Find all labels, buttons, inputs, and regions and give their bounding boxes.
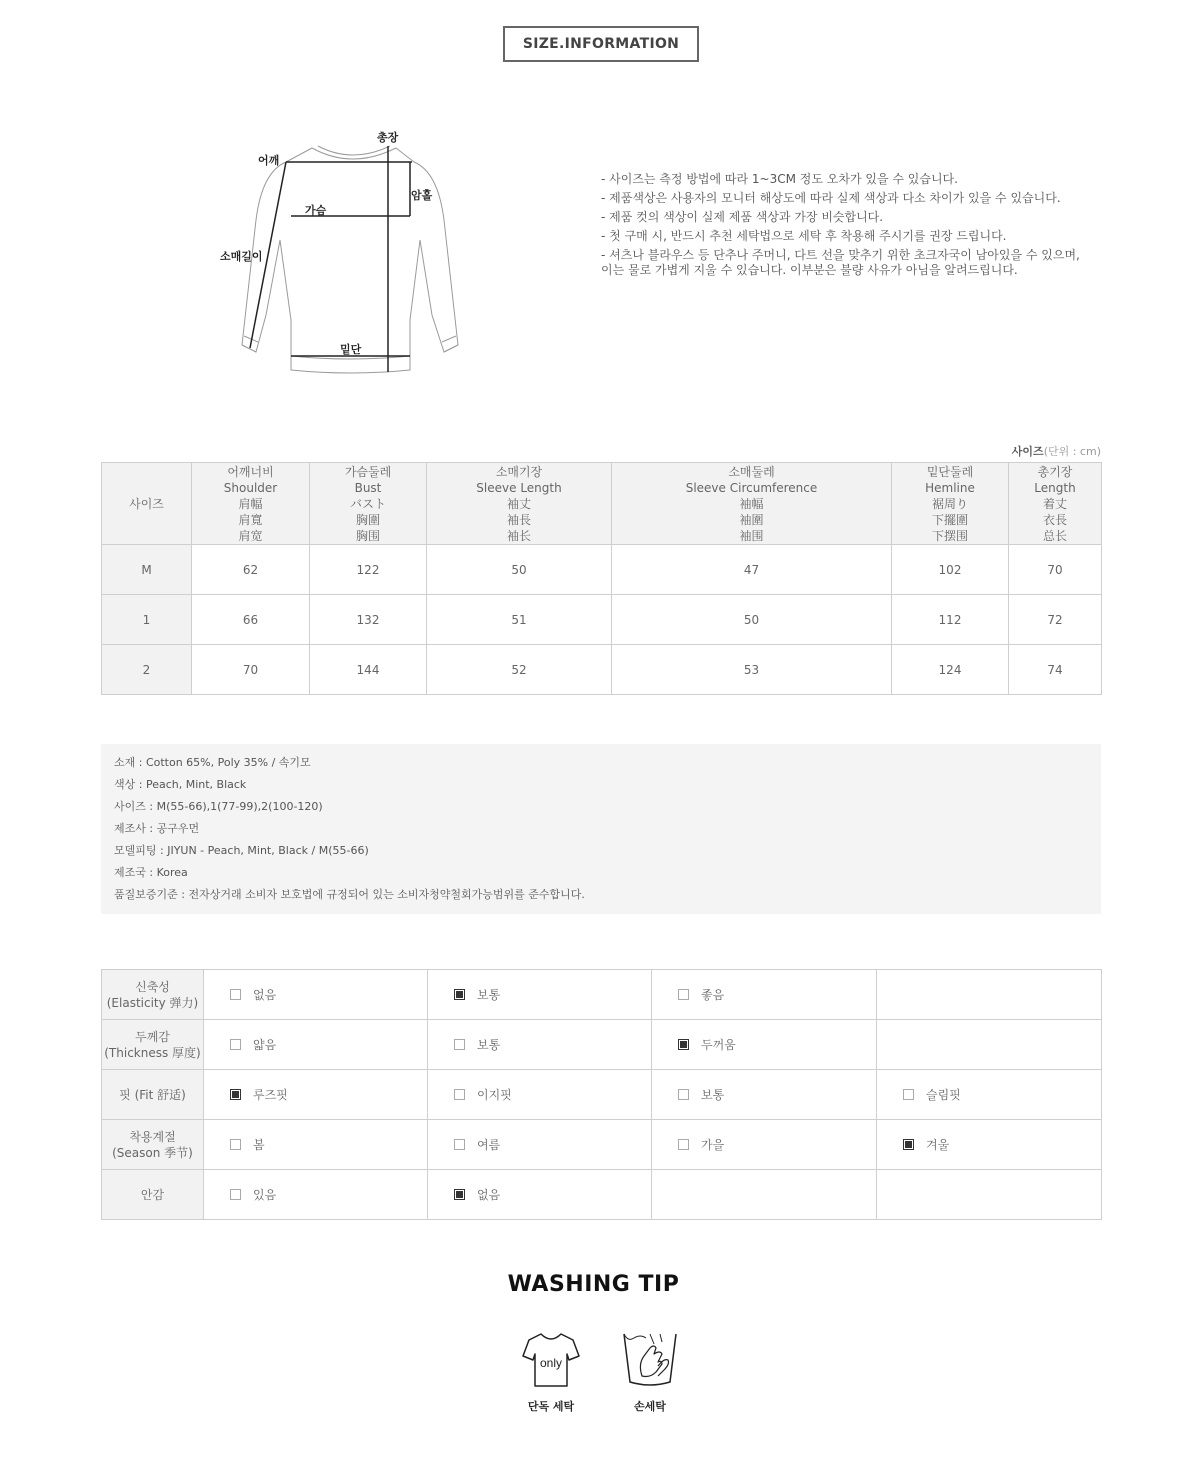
size-table-header [102,463,1102,545]
feel-option-label: 겨울 [926,1138,950,1152]
feel-option [428,1020,652,1070]
checkbox-checked-icon [454,1189,465,1200]
note-item: - 제품색상은 사용자의 모니터 해상도에 따라 실제 색상과 다소 차이가 있을 수 있습니다. [601,191,1061,205]
checkbox-empty-icon [454,1039,465,1050]
feel-option-label: 보통 [477,988,501,1002]
header-sleeve-length: 소매기장 Sleeve Length 袖丈 袖長 袖长 [427,463,612,545]
measurement-diagram [200,120,490,390]
wash-caption: 단독 세탁 [527,1400,575,1413]
shoulder-label: 어깨 [258,154,280,167]
tshirt-only-icon [521,1330,581,1390]
unit-value: (단위 : cm) [1043,445,1101,458]
checkbox-empty-icon [678,1089,689,1100]
feel-option-label: 루즈핏 [253,1088,288,1102]
cell-sleeve-length: 52 [427,645,612,695]
checkbox-empty-icon [678,1139,689,1150]
row-size: 2 [102,645,192,695]
feel-row-label: 착용계절 (Season 季节) [102,1120,204,1170]
feel-option-label: 없음 [253,988,277,1002]
sleeve-label: 소매길이 [220,250,263,263]
feel-option-label: 좋음 [701,988,725,1002]
empty-cell [652,1170,877,1220]
feel-option [652,970,877,1020]
feel-option-label: 없음 [477,1188,501,1202]
cell-sleeve-length: 50 [427,545,612,595]
feel-option-label: 얇음 [253,1038,277,1052]
tshirt-only-text: only [539,1356,563,1370]
cell-length: 72 [1009,595,1102,645]
header-sleeve-circumference: 소매둘레 Sleeve Circumference 袖幅 袖圍 袖围 [612,463,892,545]
cell-bust: 122 [310,545,427,595]
feel-option-label: 보통 [701,1088,725,1102]
feel-option-label: 보통 [477,1038,501,1052]
checkbox-checked-icon [903,1139,914,1150]
feel-option [204,1170,428,1220]
feel-option [204,1020,428,1070]
note-item: - 사이즈는 측정 방법에 따라 1~3CM 정도 오차가 있을 수 있습니다. [601,172,958,186]
feel-row-label: 두께감 (Thickness 厚度) [102,1020,204,1070]
empty-cell [877,970,1102,1020]
cell-shoulder: 62 [192,545,310,595]
cell-hemline: 102 [892,545,1009,595]
feel-option [652,1070,877,1120]
info-manufacturer: 제조사 : 공구우먼 [114,822,200,835]
cell-hemline: 124 [892,645,1009,695]
feel-option [204,970,428,1020]
checkbox-checked-icon [678,1039,689,1050]
feel-option [877,1070,1102,1120]
wash-item-single [506,1330,596,1414]
product-info [101,744,1101,914]
empty-cell [877,1170,1102,1220]
feel-row-label: 신축성 (Elasticity 弹力) [102,970,204,1020]
feel-option [652,1020,877,1070]
table-row [102,1120,1102,1170]
feel-row-label: 핏 (Fit 舒适) [102,1070,204,1120]
chest-label: 가슴 [305,204,327,217]
table-row [102,645,1102,695]
cell-shoulder: 66 [192,595,310,645]
fabric-feel-table [101,969,1102,1220]
header-shoulder: 어깨너비 Shoulder 肩幅 肩寬 肩宽 [192,463,310,545]
note-item: - 첫 구매 시, 반드시 추천 세탁법으로 세탁 후 착용해 주시기를 권장 드립니다. [601,229,1007,243]
feel-option-label: 가을 [701,1138,725,1152]
feel-option-label: 봄 [253,1138,265,1152]
row-size: 1 [102,595,192,645]
unit-label [1012,443,1101,459]
feel-option [428,1070,652,1120]
washing-tip-title: WASHING TIP [507,1272,680,1297]
cell-bust: 132 [310,595,427,645]
feel-option [652,1120,877,1170]
feel-option-label: 슬림핏 [926,1088,961,1102]
table-row [102,1020,1102,1070]
feel-option [204,1070,428,1120]
info-quality: 품질보증기준 : 전자상거래 소비자 보호법에 규정되어 있는 소비자청약철회가능범위를 준수합니다. [114,888,585,901]
feel-row-label: 안감 [102,1170,204,1220]
table-row [102,1070,1102,1120]
size-notes [601,172,1091,282]
checkbox-empty-icon [903,1089,914,1100]
cell-sleeve-circumference: 50 [612,595,892,645]
feel-option [428,970,652,1020]
armhole-label: 암홀 [411,189,433,202]
checkbox-empty-icon [230,1139,241,1150]
feel-option [428,1170,652,1220]
wash-item-hand [605,1330,695,1414]
table-row [102,1170,1102,1220]
feel-option [428,1120,652,1170]
info-material: 소재 : Cotton 65%, Poly 35% / 속기모 [114,756,311,769]
hem-label: 밑단 [340,343,362,356]
note-item: - 제품 컷의 색상이 실제 제품 색상과 가장 비슷합니다. [601,210,884,224]
hand-wash-icon [620,1330,680,1390]
info-size: 사이즈 : M(55-66),1(77-99),2(100-120) [114,800,323,813]
feel-option [204,1120,428,1170]
checkbox-empty-icon [454,1089,465,1100]
cell-shoulder: 70 [192,645,310,695]
cell-sleeve-length: 51 [427,595,612,645]
size-table [101,462,1102,695]
row-size: M [102,545,192,595]
page-title: SIZE.INFORMATION [503,26,699,62]
feel-option-label: 이지핏 [477,1088,512,1102]
note-item: - 셔츠나 블라우스 등 단추나 주머니, 다트 선을 맞추기 위한 초크자국이 남아있을 수 있으며, 이는 물로 가볍게 지울 수 있습니다. 이부분은 불량 사유가 아님을 알려드립니다. [601,248,1080,277]
checkbox-empty-icon [230,989,241,1000]
table-row [102,545,1102,595]
checkbox-empty-icon [230,1189,241,1200]
unit-size-label: 사이즈 [1011,445,1044,458]
checkbox-checked-icon [454,989,465,1000]
cell-sleeve-circumference: 53 [612,645,892,695]
cell-sleeve-circumference: 47 [612,545,892,595]
feel-option-label: 여름 [477,1138,501,1152]
feel-option-label: 있음 [253,1188,277,1202]
cell-hemline: 112 [892,595,1009,645]
table-row [102,595,1102,645]
cell-bust: 144 [310,645,427,695]
header-length: 총기장 Length 着丈 衣長 总长 [1009,463,1102,545]
info-color: 색상 : Peach, Mint, Black [114,778,247,791]
header-size: 사이즈 [102,463,192,545]
empty-cell [877,1020,1102,1070]
header-hemline: 밑단둘레 Hemline 裾周り 下擺圍 下摆围 [892,463,1009,545]
feel-option-label: 두꺼움 [701,1038,736,1052]
checkbox-empty-icon [678,989,689,1000]
info-model-fitting: 모델피팅 : JIYUN - Peach, Mint, Black / M(55-66) [114,844,369,857]
feel-option [877,1120,1102,1170]
checkbox-checked-icon [230,1089,241,1100]
cell-length: 70 [1009,545,1102,595]
wash-caption: 손세탁 [634,1400,666,1413]
info-country: 제조국 : Korea [114,866,188,879]
cell-length: 74 [1009,645,1102,695]
table-row [102,970,1102,1020]
checkbox-empty-icon [454,1139,465,1150]
header-bust: 가슴둘레 Bust バスト 胸圍 胸围 [310,463,427,545]
checkbox-empty-icon [230,1039,241,1050]
length-label: 총장 [377,131,399,144]
